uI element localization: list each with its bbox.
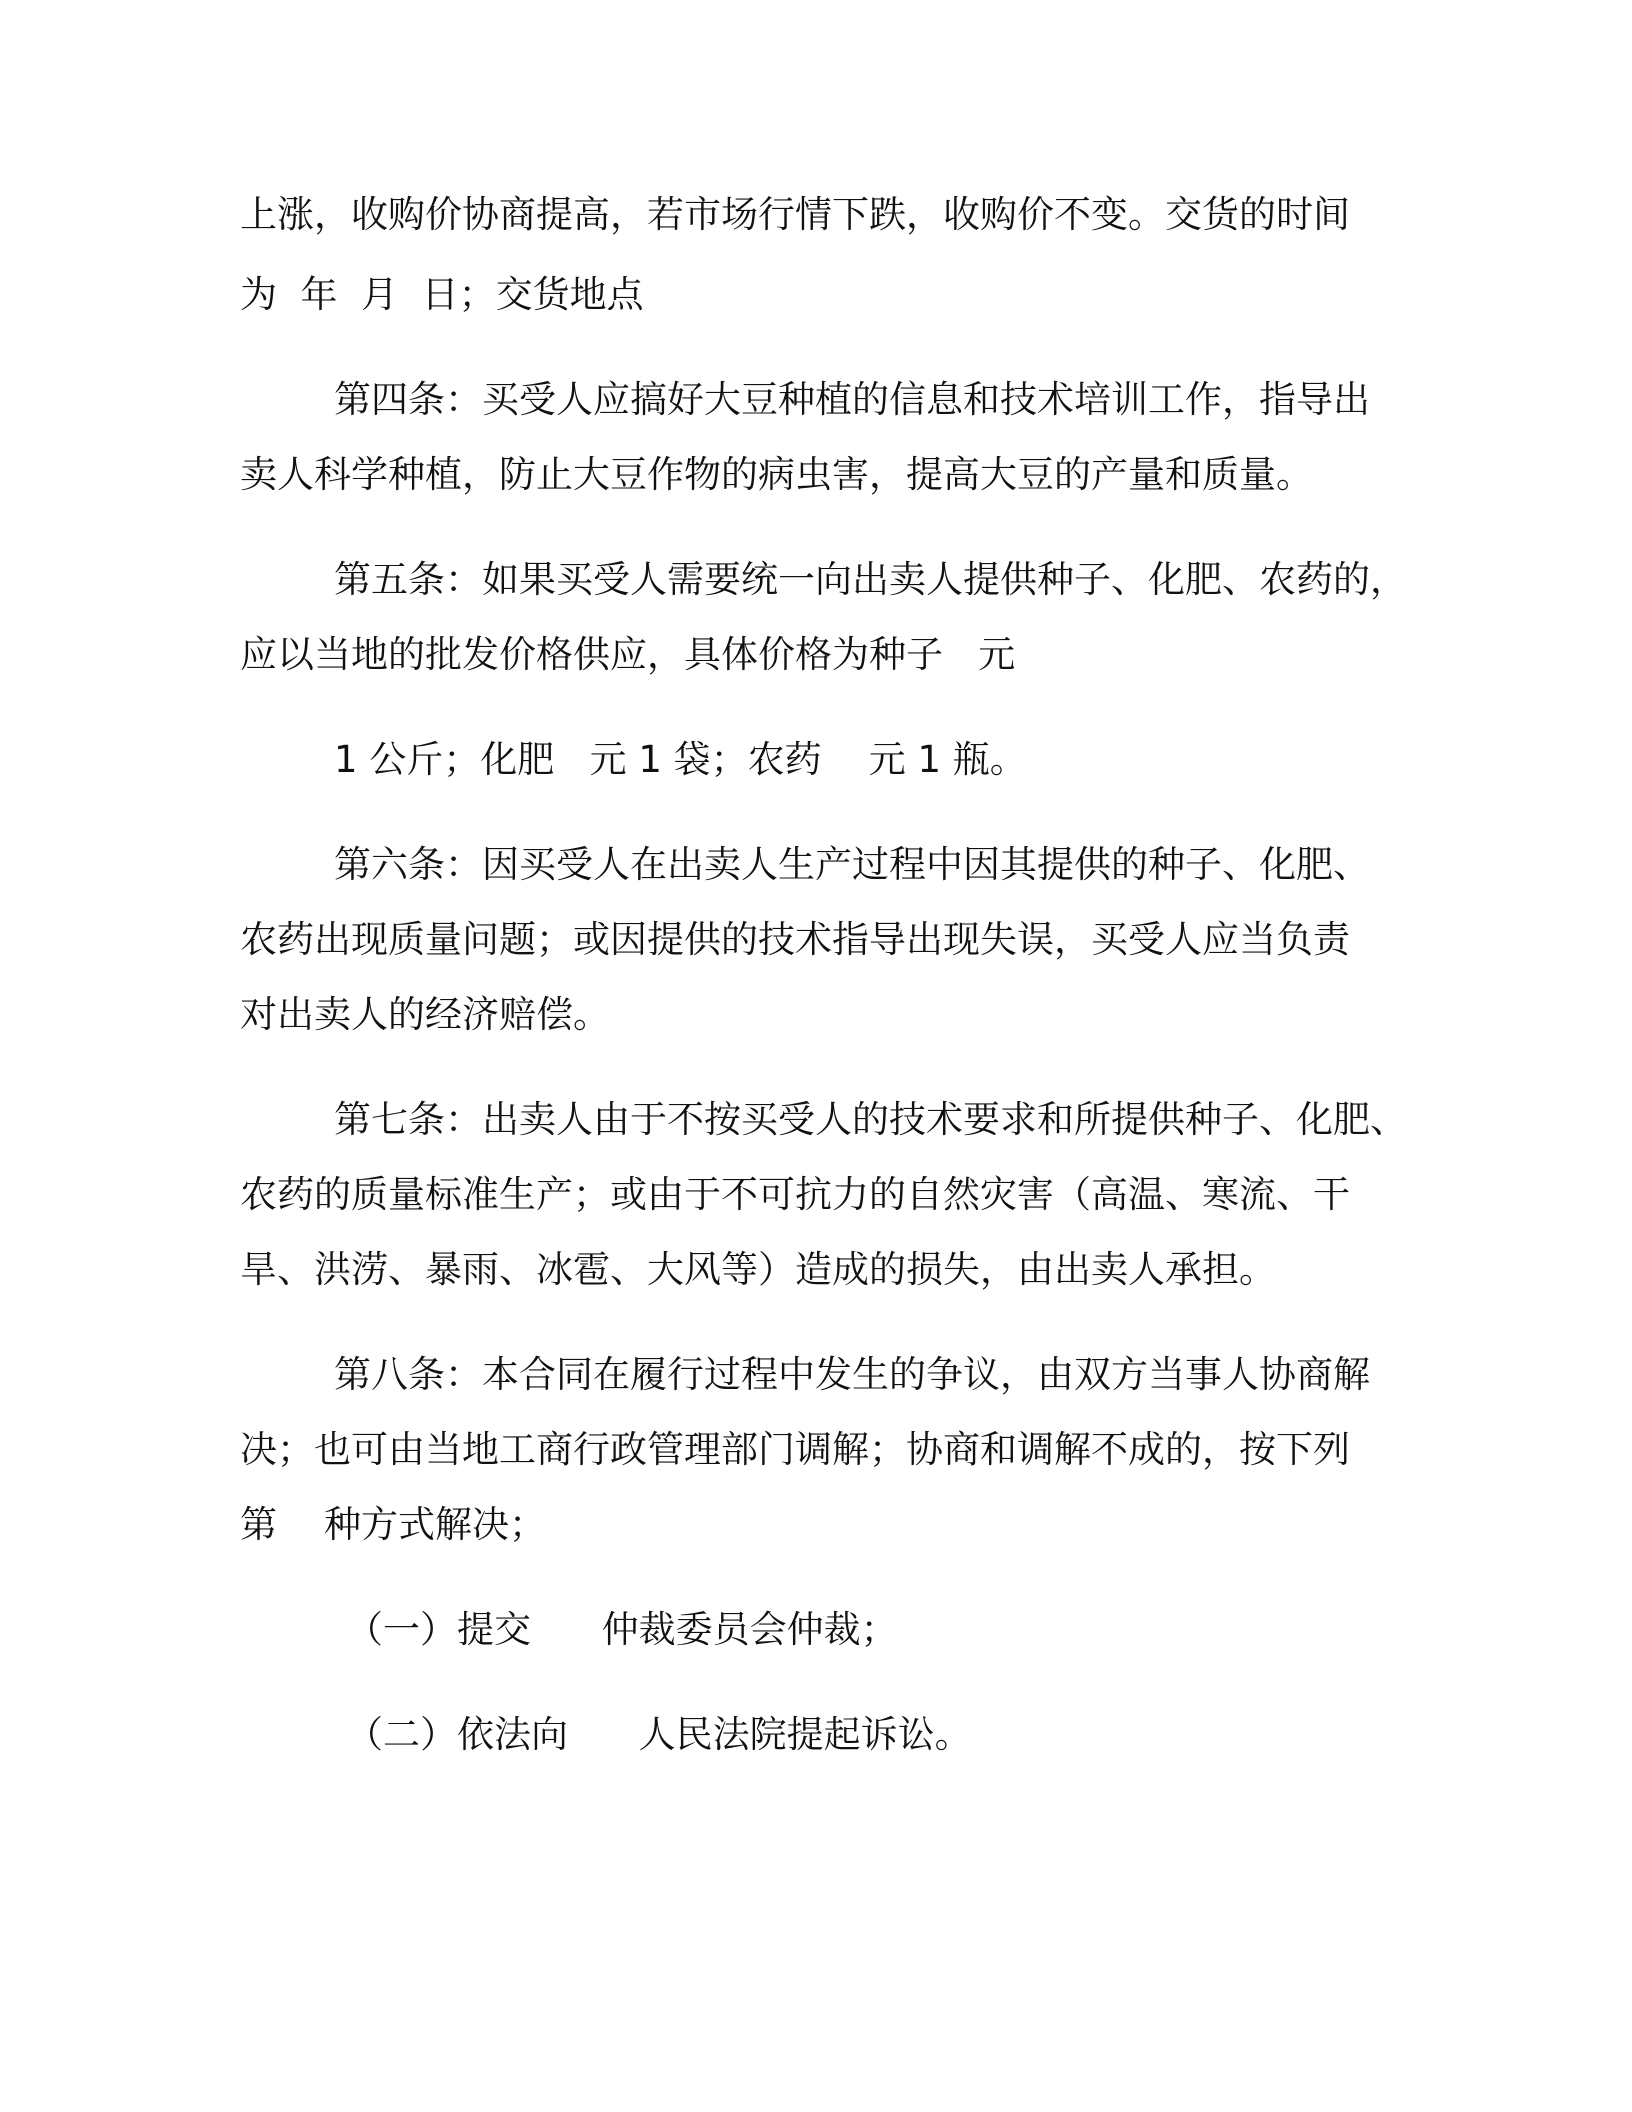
article-8-line: 第八条：本合同在履行过程中发生的争议，由双方当事人协商解 bbox=[334, 1353, 1370, 1396]
article-4-line: 第四条：买受人应搞好大豆种植的信息和技术培训工作，指导出 bbox=[334, 378, 1370, 421]
text-line: 为 年 月 日；交货地点 bbox=[240, 273, 644, 316]
text-line: 对出卖人的经济赔偿。 bbox=[240, 993, 610, 1036]
text-line: 应以当地的批发价格供应，具体价格为种子 元 bbox=[240, 633, 1016, 676]
text-line: 卖人科学种植，防止大豆作物的病虫害，提高大豆的产量和质量。 bbox=[240, 453, 1313, 496]
option-item: （一）提交 仲裁委员会仲裁； bbox=[346, 1608, 898, 1651]
text-line: 决；也可由当地工商行政管理部门调解；协商和调解不成的，按下列 bbox=[240, 1428, 1350, 1471]
article-5-line: 第五条：如果买受人需要统一向出卖人提供种子、化肥、农药的， bbox=[334, 558, 1407, 601]
text-line: 旱、洪涝、暴雨、冰雹、大风等）造成的损失，由出卖人承担。 bbox=[240, 1248, 1276, 1291]
text-line: 农药出现质量问题；或因提供的技术指导出现失误，买受人应当负责 bbox=[240, 918, 1350, 961]
text-line: 农药的质量标准生产；或由于不可抗力的自然灾害（高温、寒流、干 bbox=[240, 1173, 1350, 1216]
article-6-line: 第六条：因买受人在出卖人生产过程中因其提供的种子、化肥、 bbox=[334, 843, 1370, 886]
text-line: 第 种方式解决； bbox=[240, 1503, 547, 1546]
article-7-line: 第七条：出卖人由于不按买受人的技术要求和所提供种子、化肥、 bbox=[334, 1098, 1407, 1141]
text-line: 上涨，收购价协商提高，若市场行情下跌，收购价不变。交货的时间 bbox=[240, 193, 1350, 236]
text-line: 1 公斤；化肥 元 1 袋；农药 元 1 瓶。 bbox=[334, 738, 1027, 781]
option-item: （二）依法向 人民法院提起诉讼。 bbox=[346, 1713, 972, 1756]
